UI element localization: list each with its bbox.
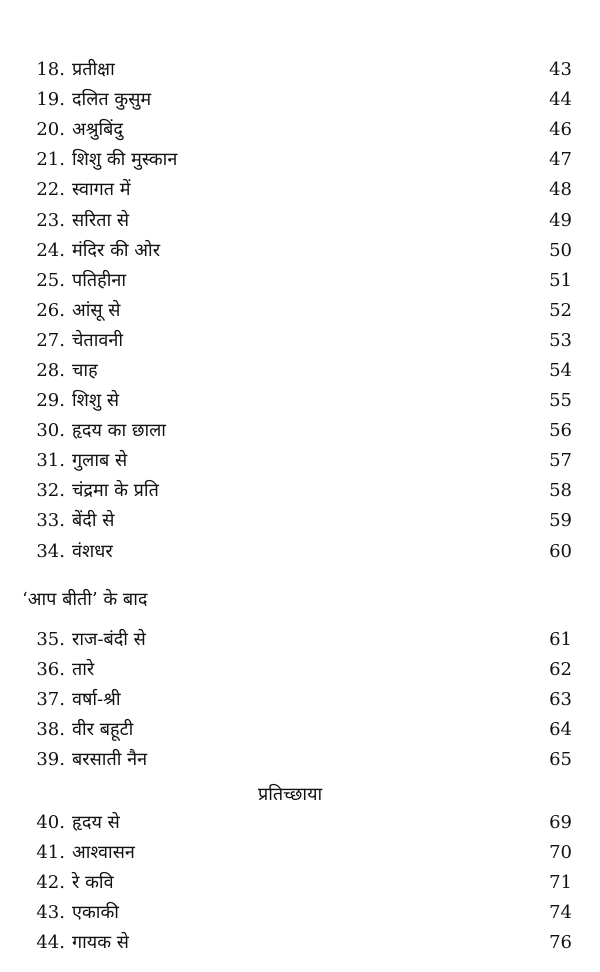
toc-entry	[0, 928, 600, 958]
entry-page-number: 57	[549, 450, 572, 472]
toc-entry	[0, 715, 600, 745]
entry-page-number: 47	[549, 149, 572, 171]
toc-entry	[0, 745, 600, 775]
entry-number: 27.	[36, 329, 65, 351]
entry-title: तारे	[72, 659, 95, 681]
entry-page-number: 53	[549, 329, 572, 351]
toc-entry	[0, 205, 600, 235]
entry-page-number: 69	[549, 812, 572, 834]
entry-title: चेतावनी	[72, 329, 124, 351]
toc-entry	[0, 476, 600, 506]
entry-page-number: 62	[549, 659, 572, 681]
toc-entry	[0, 838, 600, 868]
toc-entry	[0, 115, 600, 145]
entry-page-number: 74	[549, 902, 572, 924]
toc-entry	[0, 898, 600, 928]
toc-entry	[0, 266, 600, 296]
entry-number: 23.	[36, 209, 65, 231]
entry-page-number: 65	[549, 749, 572, 771]
entry-page-number: 76	[549, 932, 572, 954]
section-heading-pratichhaya: प्रतिच्छाया	[258, 784, 323, 805]
entry-page-number: 71	[549, 872, 572, 894]
entry-number: 24.	[36, 239, 65, 261]
entry-number: 34.	[36, 540, 65, 562]
entry-title: मंदिर की ओर	[72, 239, 161, 261]
entry-page-number: 52	[549, 299, 572, 321]
entry-page-number: 46	[549, 119, 572, 141]
entry-title: आंसू से	[72, 299, 121, 321]
entry-title: सरिता से	[72, 209, 130, 231]
entry-page-number: 55	[549, 390, 572, 412]
toc-group-3	[0, 808, 600, 958]
toc-entry	[0, 296, 600, 326]
entry-number: 36.	[36, 659, 65, 681]
entry-title: राज-बंदी से	[72, 629, 146, 651]
toc-entry	[0, 55, 600, 85]
entry-title: रे कवि	[72, 872, 114, 894]
entry-title: हृदय से	[72, 812, 120, 834]
entry-number: 25.	[36, 269, 65, 291]
toc-entry	[0, 537, 600, 567]
toc-group-1	[0, 55, 600, 567]
toc-entry	[0, 236, 600, 266]
entry-page-number: 59	[549, 510, 572, 532]
entry-page-number: 43	[549, 59, 572, 81]
toc-entry	[0, 506, 600, 536]
entry-number: 41.	[36, 842, 65, 864]
entry-page-number: 49	[549, 209, 572, 231]
entry-number: 21.	[36, 149, 65, 171]
entry-page-number: 63	[549, 689, 572, 711]
entry-page-number: 58	[549, 480, 572, 502]
entry-page-number: 70	[549, 842, 572, 864]
entry-number: 32.	[36, 480, 65, 502]
entry-page-number: 64	[549, 719, 572, 741]
entry-number: 20.	[36, 119, 65, 141]
entry-title: शिशु से	[72, 390, 120, 412]
entry-title: दलित कुसुम	[72, 89, 152, 111]
entry-number: 37.	[36, 689, 65, 711]
entry-title: गुलाब से	[72, 450, 128, 472]
entry-number: 40.	[36, 812, 65, 834]
toc-entry	[0, 868, 600, 898]
entry-title: पतिहीना	[72, 269, 127, 291]
entry-page-number: 56	[549, 420, 572, 442]
toc-entry	[0, 808, 600, 838]
entry-number: 39.	[36, 749, 65, 771]
entry-title: स्वागत में	[72, 179, 131, 201]
toc-entry	[0, 625, 600, 655]
toc-entry	[0, 85, 600, 115]
entry-page-number: 50	[549, 239, 572, 261]
toc-entry	[0, 446, 600, 476]
toc-entry	[0, 386, 600, 416]
entry-number: 38.	[36, 719, 65, 741]
section-heading-aap-beeti: ‘आप बीती’ के बाद	[22, 589, 148, 610]
entry-number: 29.	[36, 390, 65, 412]
entry-number: 42.	[36, 872, 65, 894]
entry-number: 33.	[36, 510, 65, 532]
toc-entry	[0, 145, 600, 175]
entry-page-number: 60	[549, 540, 572, 562]
toc-entry	[0, 655, 600, 685]
entry-title: आश्वासन	[72, 842, 135, 864]
toc-entry	[0, 356, 600, 386]
entry-number: 44.	[36, 932, 65, 954]
toc-entry	[0, 416, 600, 446]
entry-title: प्रतीक्षा	[72, 59, 115, 81]
entry-title: एकाकी	[72, 902, 119, 924]
entry-page-number: 44	[549, 89, 572, 111]
entry-page-number: 61	[549, 629, 572, 651]
entry-number: 35.	[36, 629, 65, 651]
entry-page-number: 48	[549, 179, 572, 201]
toc-group-2	[0, 625, 600, 775]
entry-title: वीर बहूटी	[72, 719, 134, 741]
entry-title: अश्रुबिंदु	[72, 119, 123, 141]
toc-entry	[0, 175, 600, 205]
entry-title: वंशधर	[72, 540, 113, 562]
entry-page-number: 51	[549, 269, 572, 291]
entry-title: हृदय का छाला	[72, 420, 166, 442]
entry-title: बरसाती नैन	[72, 749, 148, 771]
entry-title: चाह	[72, 359, 98, 381]
entry-number: 31.	[36, 450, 65, 472]
entry-title: चंद्रमा के प्रति	[72, 480, 159, 502]
toc-entry	[0, 326, 600, 356]
entry-page-number: 54	[549, 359, 572, 381]
entry-number: 19.	[36, 89, 65, 111]
toc-entry	[0, 685, 600, 715]
entry-title: शिशु की मुस्कान	[72, 149, 178, 171]
entry-number: 22.	[36, 179, 65, 201]
entry-title: बेंदी से	[72, 510, 115, 532]
entry-title: वर्षा-श्री	[72, 689, 121, 711]
entry-number: 18.	[36, 59, 65, 81]
entry-number: 43.	[36, 902, 65, 924]
entry-number: 26.	[36, 299, 65, 321]
entry-number: 30.	[36, 420, 65, 442]
entry-number: 28.	[36, 359, 65, 381]
entry-title: गायक से	[72, 932, 129, 954]
